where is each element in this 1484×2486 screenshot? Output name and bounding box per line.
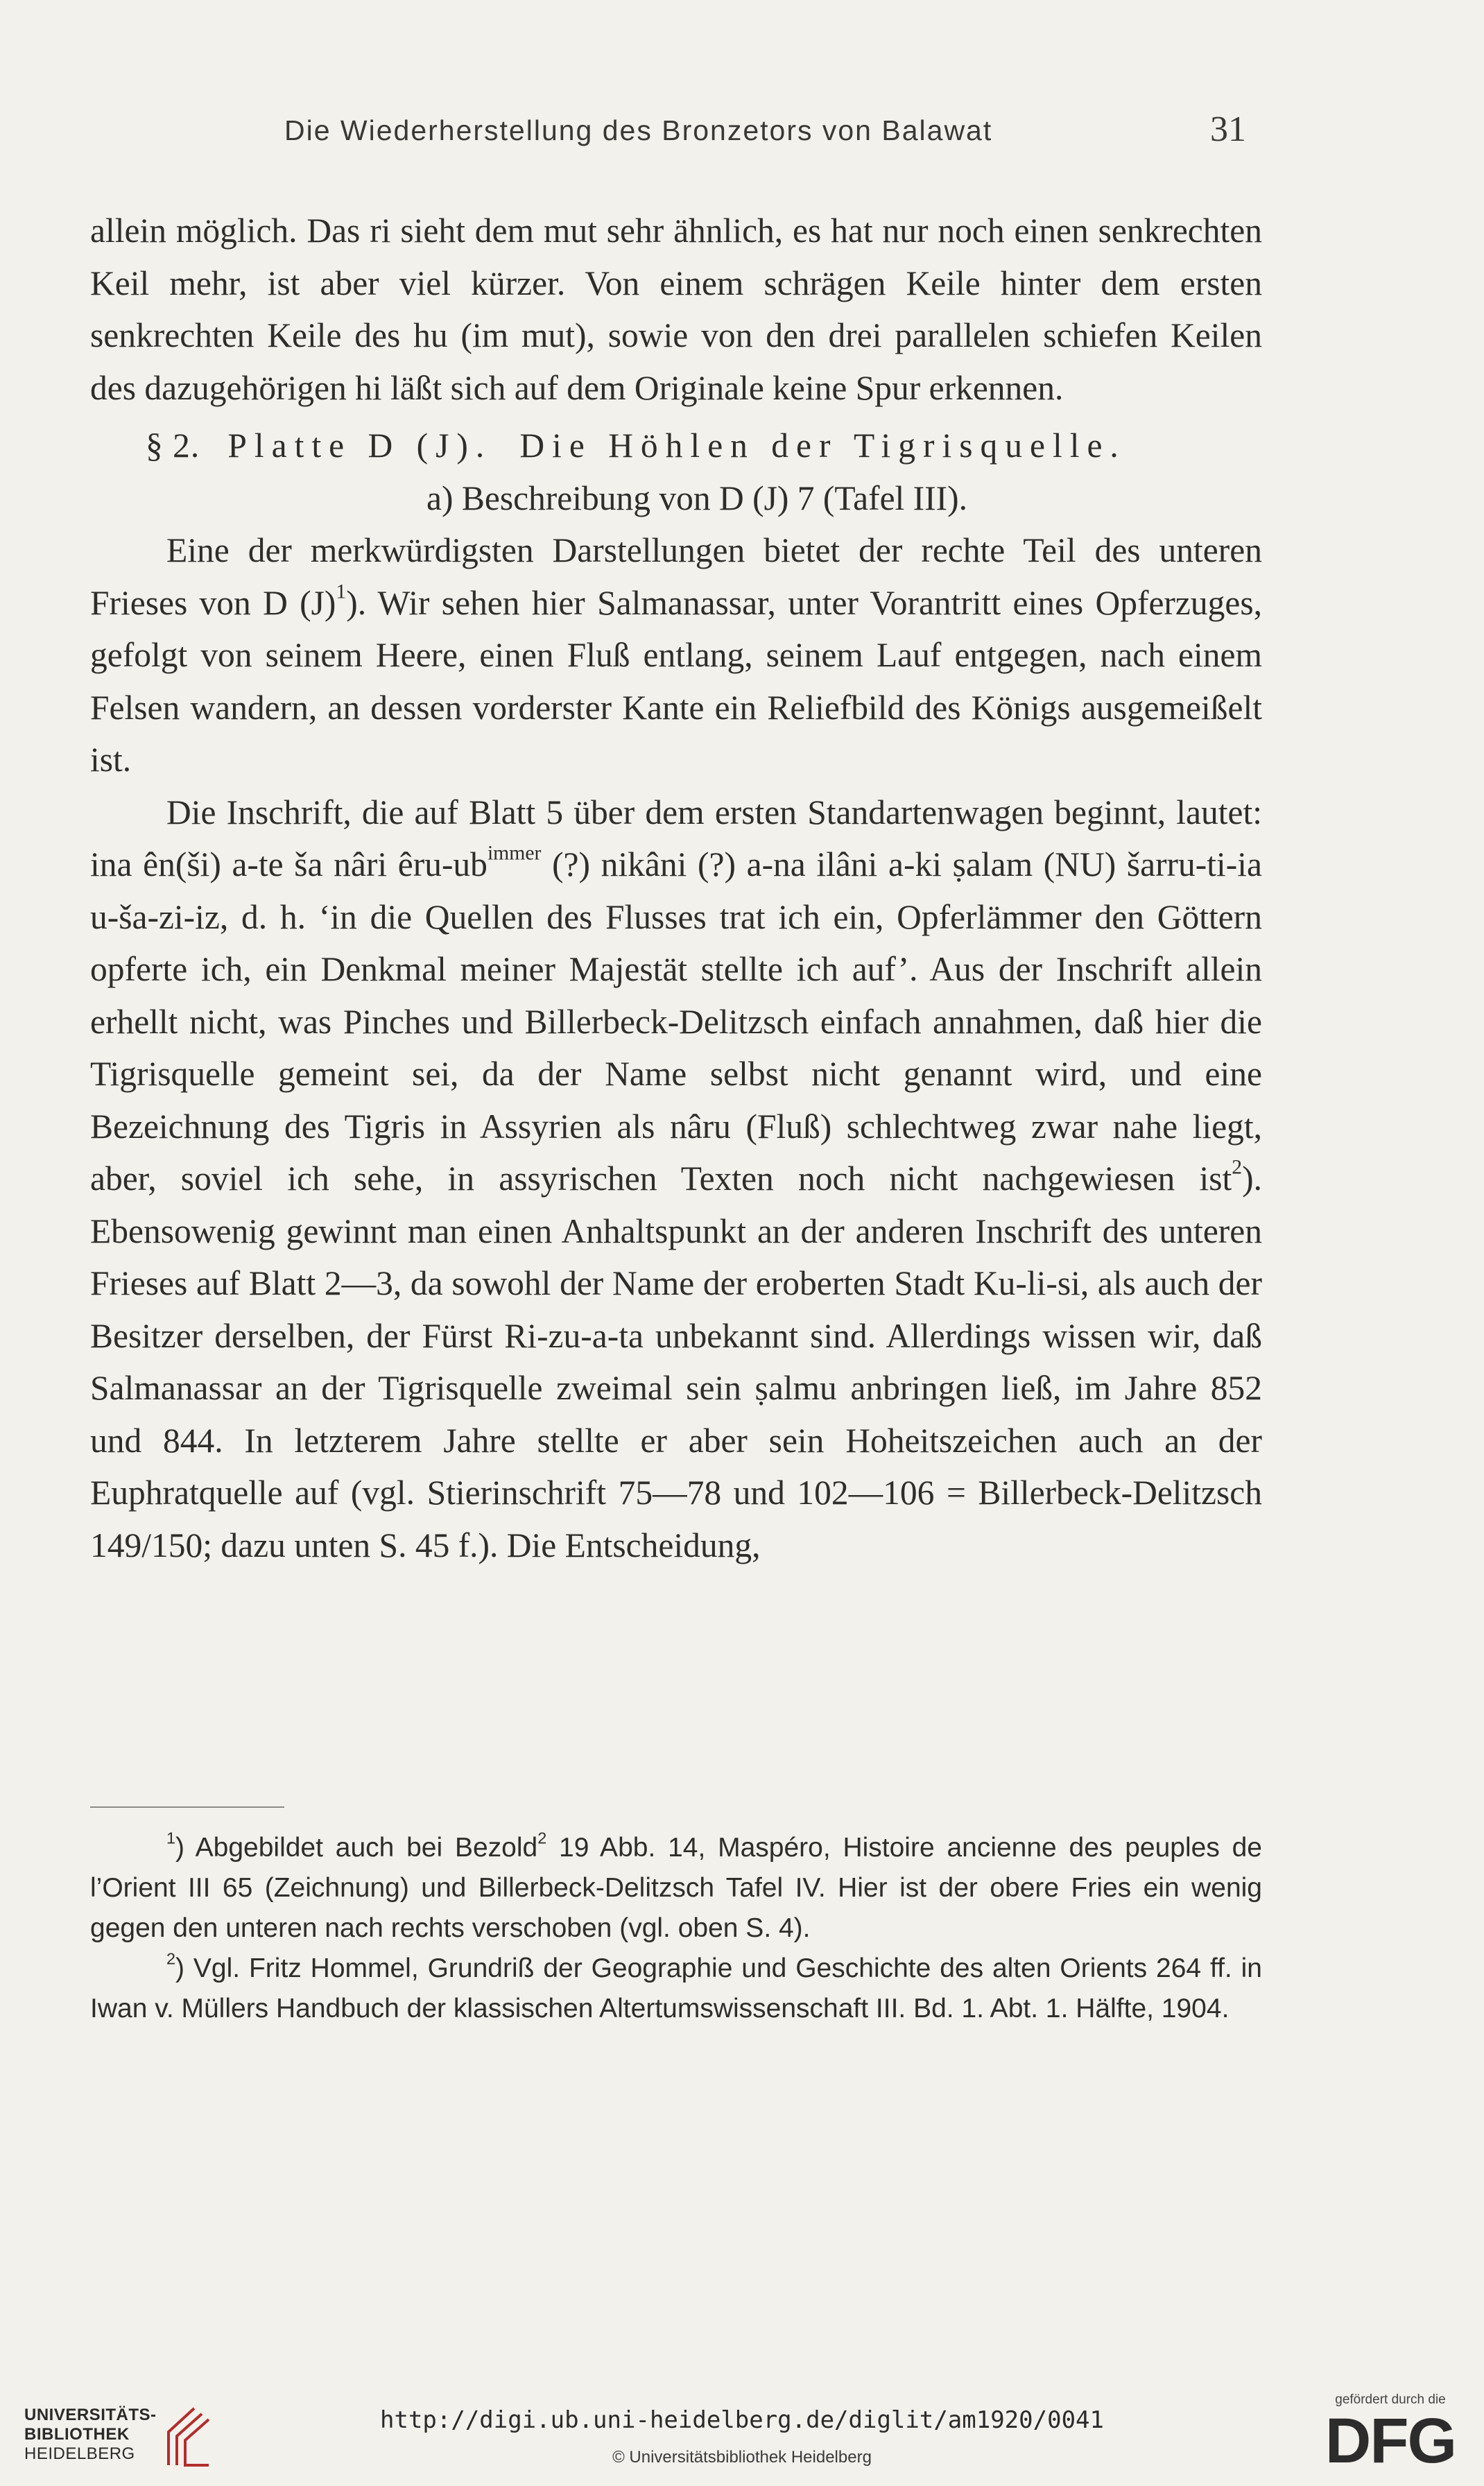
paragraph-inscription: Die Inschrift, die auf Blatt 5 über dem ersten Standartenwagen beginnt, lautet: ina ên(ši) a-te ša nâri êru-$ub^{immer}$ (?) nikâni (?) a-na ilâni a-ki ṣalam (NU) šarru-ti-ia u-ša-zi-iz, d. h. ‘in die Quellen des Flusses trat ich ein, Opferlämmer den Göttern opferte ich, ein Denkmal meiner Majestät stellte ich auf’. Aus der Inschrift allein erhellt nicht, was Pinches und Billerbeck-Delitzsch einfach annahmen, daß hier die Tigrisquelle gemeint sei, da der Name selbst nicht genannt wird, und eine Bezeichnung des Tigris in Assyrien als nâru (Fluß) schlechtweg zwar nahe liegt, aber, soviel ich sehe, in assyrischen Texten noch nicht nachgewiesen ist$^2$). Ebensowenig gewinnt man einen Anhaltspunkt an der anderen Inschrift des unteren Frieses auf Blatt 2—3, da sowohl der Name der eroberten Stadt Ku-li-si, als auch der Besitzer derselben, der Fürst Ri-zu-a-ta unbekannt sind. Allerdings wissen wir, daß Salmanassar an der Tigrisquelle zweimal sein ṣalmu anbringen ließ, im Jahre 852 und 844. In letzterem Jahre stellte er aber sein Hoheitszeichen auch an der Euphratquelle auf (vgl. Stierinschrift 75—78 und 102—106 = Billerbeck-Delitzsch 149/150; dazu unten S. 45 f.). Die Entscheidung, [90,793,1262,1564]
library-line-2: BIBLIOTHEK [24,2425,130,2444]
running-header [0,110,1484,163]
paragraph-continuation: allein möglich. Das ri sieht dem mut sehr ähnlich, es hat nur noch einen senkrechten Keil mehr, ist aber viel kürzer. Von einem schrägen Keile hinter dem ersten senkrechten Keile des hu (im mut), sowie von den drei parallelen schiefen Keilen des dazugehörigen hi läßt sich auf dem Originale keine Spur erkennen. [90,212,1262,407]
running-title: Die Wiederherstellung des Bronzetors von Balawat [284,114,993,146]
section-title: Die Höhlen der Tigrisquelle. [519,426,1126,465]
funding-label: gefördert durch die [1335,2392,1446,2407]
footnote-2: $^2$) Vgl. Fritz Hommel, Grundriß der Geographie und Geschichte des alten Orients 264 ff. in Iwan v. Müllers Handbuch der klassischen Altertumswissenschaft III. Bd. 1. Abt. 1. Hälfte, 1904. [90,1949,1262,2023]
dfg-logo[interactable] [1314,2392,1467,2476]
library-line-3: HEIDELBERG [24,2444,135,2463]
page-footer [0,2379,1484,2486]
library-logo[interactable] [24,2403,212,2472]
copyright-notice: © Universitätsbibliothek Heidelberg [612,2448,872,2467]
page-number: 31 [1210,110,1246,149]
main-text [90,205,1262,1571]
section-plate: Platte D (J). [227,426,492,465]
footnotes [90,1828,1262,2029]
dfg-wordmark: DFG [1325,2406,1456,2476]
footnote-ref-2[interactable]: 2 [1232,1156,1243,1179]
superscript-immer: immer [487,842,542,865]
footnote-divider [90,1806,284,1808]
library-emblem-icon [156,2404,212,2468]
footnote-1: $^1$) Abgebildet auch bei Bezold$^2$ 19 Abb. 14, Maspéro, Histoire ancienne des peuples de l’Orient III 65 (Zeichnung) und Billerbeck-Delitzsch Tafel IV. Hier ist der obere Fries ein wenig gegen den unteren nach rechts verschoben (vgl. oben S. 4). [90,1829,1263,1943]
library-line-1: UNIVERSITÄTS- [24,2406,157,2424]
paragraph-description: Eine der merkwürdigsten Darstellungen bietet der rechte Teil des unteren Frieses von D $(J)^1$). Wir sehen hier Salmanassar, unter Vorantritt eines Opferzuges, gefolgt von seinem Heere, einen Fluß entlang, seinem Lauf entgegen, nach einem Felsen wandern, an dessen vorderster Kante ein Reliefbild des Königs ausgemeißelt ist. [90,531,1262,779]
subheading: a) Beschreibung von D (J) 7 (Tafel III). [426,478,967,517]
section-number: § 2. [146,426,200,465]
footnote-ref-1[interactable]: 1 [336,580,347,603]
section-heading [90,420,1262,472]
permalink-url[interactable]: http://digi.ub.uni-heidelberg.de/diglit/am1920/0041 [380,2406,1104,2434]
